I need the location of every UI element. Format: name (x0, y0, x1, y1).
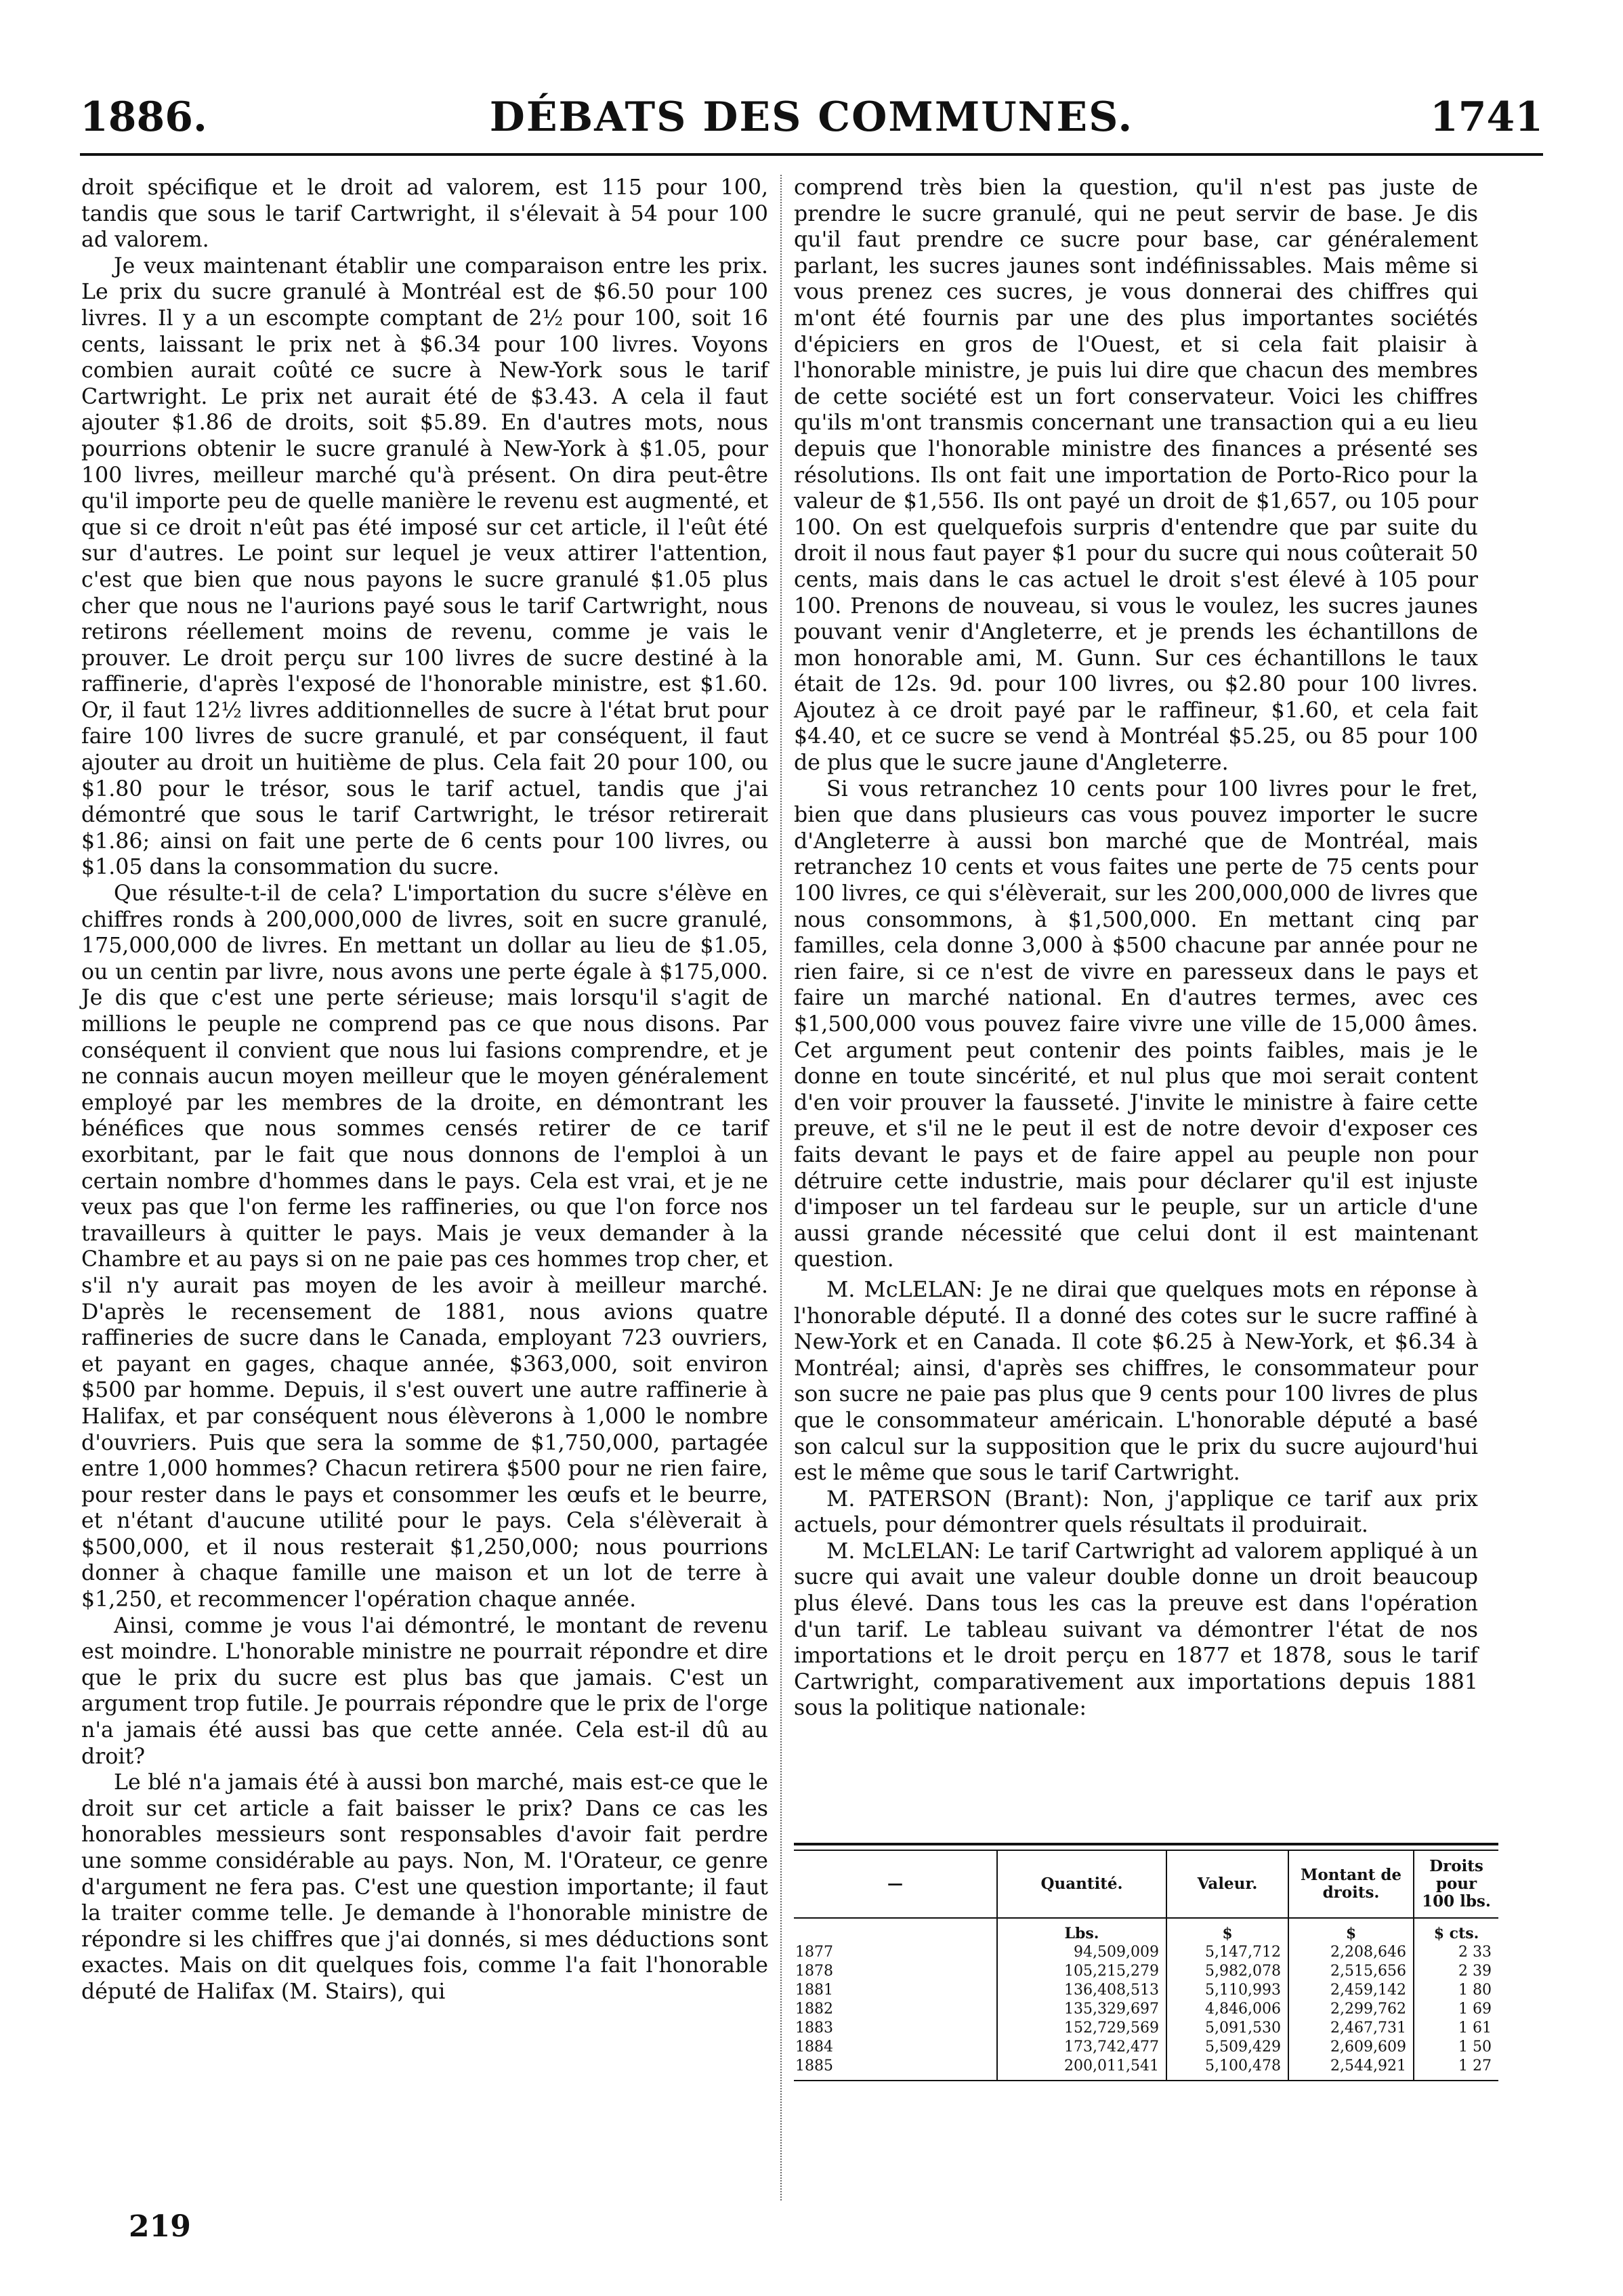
table-cell: 2 33 (1458, 1944, 1492, 1961)
table-cell-year: 1881 (794, 1981, 997, 2000)
paragraph: Que résulte-t-il de cela? L'importation du sucre s'élève en chiffres ronds à 200,000,000 de livres, soit en sucre granulé, 175,000,000 de livres. En mettant un dollar au lieu de $1.05, ou un centin par livre, nous avons une perte égale à $175,000. Je dis que c'est une perte sérieuse; mais lorsqu'il s'agit de millions le peuple ne comprend pas ce que nous disons. Par conséquent il convient que nous lui fasions comprendre, et je ne connais aucun moyen meilleur que le moyen généralement employé par les membres de la droite, en démontrant les bénéfices que nous sommes censés retirer de ce tarif exorbitant, par le fait que nous donnons de l'emploi à un certain nombre d'hommes dans le pays. Cela est vrai, et je ne veux pas que l'on ferme les raffineries, ou que l'on force nos travailleurs à quitter le pays. Mais je veux demander à la Chambre et au pays si on ne paie pas ces hommes trop cher, et s'il n'y aurait pas moyen de les avoir à meilleur marché. D'après le recensement de 1881, nous avions quatre raffineries de sucre dans le Canada, employant 723 ouvriers, et payant en gages, chaque année, $363,000, soit environ $500 par homme. Depuis, il s'est ouvert une autre raffinerie à Halifax, et par conséquent nous élèverons à 1,000 le nombre d'ouvriers. Puis que sera la somme de $1,750,000, partagée entre 1,000 hommes? Chacun retirera $500 pour ne rien faire, pour rester dans le pays et consommer les œufs et le beurre, et n'étant d'aucune utilité pour le pays. Cela s'élèverait à $500,000, et il nous resterait $1,250,000; nous pourrions donner à chaque famille une maison et un lot de terre à $1,250, et recommencer l'opération chaque année. (81, 881, 768, 1612)
table-row (794, 2057, 1498, 2080)
import-table (794, 1843, 1498, 2081)
table-cell: 2,459,142 (1288, 1981, 1414, 2000)
table-header-cell: Valeur. (1166, 1851, 1288, 1918)
table-cell: 135,329,697 (997, 2000, 1166, 2019)
table-row (794, 1981, 1498, 2000)
table-bottom-rule (794, 2080, 1498, 2081)
table-cell: 200,011,541 (997, 2057, 1166, 2080)
table-cell: 2,609,609 (1288, 2038, 1414, 2057)
paragraph: Si vous retranchez 10 cents pour 100 livres pour le fret, bien que dans plusieurs cas vous pouvez importer le sucre d'Angleterre à aussi bon marché que de Montréal, mais retranchez 10 cents et vous faites une perte de 75 cents pour 100 livres, ce qui s'élèverait, sur les 200,000,000 de livres que nous consommons, à $1,500,000. En mettant cinq par familles, cela donne 3,000 à $500 chacune par année pour ne rien faire, si ce n'est de vivre en paresseux dans le pays et faire un marché national. En d'autres termes, avec ces $1,500,000 vous pouvez faire vivre une ville de 15,000 âmes. Cet argument peut contenir des points faibles, mais je le donne en toute sincérité, et nul plus que moi serait content d'en voir prouver la fausseté. J'invite le ministre à faire cette preuve, et s'il ne le peut il est de notre devoir d'exposer ces faits devant le pays et de faire appel au peuple non pour détruire cette industrie, mais pour déclarer qu'il est injuste d'imposer un tel fardeau sur le peuple, sur un article d'une aussi grande nécessité que celui dont il est maintenant question. (794, 776, 1478, 1272)
table-header-cell: — (794, 1851, 997, 1918)
column-separator (780, 175, 782, 2200)
table-cell: 5,147,712 (1166, 1943, 1288, 1962)
table-cell: 136,408,513 (997, 1981, 1166, 2000)
paragraph: M. McLELAN: Le tarif Cartwright ad valorem appliqué à un sucre qui avait une valeur double donne un droit beaucoup plus élevé. Dans tous les cas la preuve est dans l'opération d'un tarif. Le tableau suivant va démontrer l'état de nos importations et le droit perçu en 1877 et 1878, sous le tarif Cartwright, comparativement aux importations depuis 1881 sous la politique nationale: (794, 1539, 1478, 1721)
table-units-row (794, 1918, 1498, 1943)
right-column (794, 175, 1478, 1721)
table-top-rule (794, 1843, 1498, 1851)
header-title: DÉBATS DES COMMUNES. (489, 93, 1134, 141)
table-row (794, 1962, 1498, 1981)
table-cell: 5,091,530 (1166, 2019, 1288, 2038)
table-cell: 2,515,656 (1288, 1962, 1414, 1981)
table-cell-year: 1878 (794, 1962, 997, 1981)
table-cell: 5,509,429 (1166, 2038, 1288, 2057)
header-page-number: 1741 (1430, 93, 1543, 141)
table-cell-year: 1883 (794, 2019, 997, 2038)
table-cell: 152,729,569 (997, 2019, 1166, 2038)
table-cell: 5,100,478 (1166, 2057, 1288, 2080)
table-cell: 2,299,762 (1288, 2000, 1414, 2019)
table-header-cell: Quantité. (997, 1851, 1166, 1918)
table-cell: 5,982,078 (1166, 1962, 1288, 1981)
table-cell-year: 1884 (794, 2038, 997, 2057)
table-cell: 5,110,993 (1166, 1981, 1288, 2000)
table-cell: 2 39 (1458, 1963, 1492, 1980)
table-unit (794, 1918, 997, 1943)
table-cell: 173,742,477 (997, 2038, 1166, 2057)
table-cell: 94,509,009 (997, 1943, 1166, 1962)
table-cell: 2,208,646 (1288, 1943, 1414, 1962)
paragraph: M. PATERSON (Brant): Non, j'applique ce tarif aux prix actuels, pour démontrer quels résultats il produirait. (794, 1486, 1478, 1538)
table-header-row (794, 1851, 1498, 1918)
table-cell: 1 50 (1458, 2039, 1492, 2055)
table-cell: 1 80 (1458, 1982, 1492, 1999)
paragraph: Ainsi, comme je vous l'ai démontré, le montant de revenu est moindre. L'honorable ministre ne pourrait répondre et dire que le prix du sucre est plus bas que jamais. C'est un argument trop futile. Je pourrais répondre que le prix de l'orge n'a jamais été aussi bas que cette année. Cela est-il dû au droit? (81, 1613, 768, 1769)
paragraph: comprend très bien la question, qu'il n'est pas juste de prendre le sucre granulé, qui ne peut servir de base. Je dis qu'il faut prendre ce sucre pour base, car généralement parlant, les sucres jaunes sont indéfinissables. Mais même si vous prenez ces sucres, je vous donnerai des chiffres qui m'ont été fournis par une des plus importantes sociétés d'épiciers en gros de l'Ouest, et si cela fait plaisir à l'honorable ministre, je puis lui dire que chacun des membres de cette société est un fort conservateur. Voici les chiffres qu'ils m'ont transmis concernant une transaction qui a eu lieu depuis que l'honorable ministre des finances a présenté ses résolutions. Ils ont fait une importation de Porto-Rico pour la valeur de $1,556. Ils ont payé un droit de $1,657, ou 105 pour 100. On est quelquefois surpris d'entendre que par suite du droit il nous faut payer $1 pour du sucre qui nous coûterait 50 cents, mais dans le cas actuel le droit s'est élevé à 105 pour 100. Prenons de nouveau, si vous le voulez, les sucres jaunes pouvant venir d'Angleterre, et je prends les échantillons de mon honorable ami, M. Gunn. Sur ces échantillons le taux était de 12s. 9d. pour 100 livres, ou $2.80 pour 100 livres. Ajoutez à ce droit payé par le raffineur, $1.60, et cela fait $4.40, et ce sucre se vend à Montréal $5.25, ou 85 pour 100 de plus que le sucre jaune d'Angleterre. (794, 175, 1478, 776)
table-unit: Lbs. (997, 1918, 1166, 1943)
table-row (794, 2038, 1498, 2057)
table-cell: 2,467,731 (1288, 2019, 1414, 2038)
table-cell-year: 1882 (794, 2000, 997, 2019)
table-cell-year: 1885 (794, 2057, 997, 2080)
data-table (794, 1851, 1498, 2080)
signature-folio: 219 (129, 2209, 191, 2244)
table-row (794, 1943, 1498, 1962)
table-unit: $ (1166, 1918, 1288, 1943)
table-cell: 1 27 (1458, 2058, 1492, 2074)
running-header (80, 87, 1543, 148)
table-unit: $ cts. (1433, 1925, 1479, 1942)
table-header-cell: Montant de droits. (1288, 1851, 1414, 1918)
left-column (81, 175, 768, 2005)
header-rule (80, 153, 1543, 156)
table-row (794, 2019, 1498, 2038)
paragraph: M. McLELAN: Je ne dirai que quelques mots en réponse à l'honorable député. Il a donné des cotes sur le sucre raffiné à New-York et en Canada. Il cote $6.25 à New-York, et $6.34 à Montréal; ainsi, d'après ses chiffres, le consommateur pour son sucre ne paie pas plus que 9 cents pour 100 livres de plus que le consommateur américain. L'honorable député a basé son calcul sur la supposition que le prix du sucre aujourd'hui est le même que sous le tarif Cartwright. (794, 1277, 1478, 1486)
paragraph: droit spécifique et le droit ad valorem, est 115 pour 100, tandis que sous le tarif Cartwright, il s'élevait à 54 pour 100 ad valorem. (81, 175, 768, 253)
table-cell: 2,544,921 (1288, 2057, 1414, 2080)
paragraph: Je veux maintenant établir une comparaison entre les prix. Le prix du sucre granulé à Montréal est de $6.50 pour 100 livres. Il y a un escompte comptant de 2½ pour 100, soit 16 cents, laissant le prix net à $6.34 pour 100 livres. Voyons combien aurait coûté ce sucre à New-York sous le tarif Cartwright. Le prix net aurait été de $3.43. A cela il faut ajouter $1.86 de droits, soit $5.89. En d'autres mots, nous pourrions obtenir le sucre granulé à New-York à $1.05, pour 100 livres, meilleur marché qu'à présent. On dira peut-être qu'il importe peu de quelle manière le revenu est augmenté, et que si ce droit n'eût pas été imposé sur cet article, il l'eût été sur d'autres. Le point sur lequel je veux attirer l'attention, c'est que bien que nous payons le sucre granulé $1.05 plus cher que nous ne l'aurions payé sous le tarif Cartwright, nous retirons réellement moins de revenu, comme je vais le prouver. Le droit perçu sur 100 livres de sucre destiné à la raffinerie, d'après l'exposé de l'honorable ministre, est $1.60. Or, il faut 12½ livres additionnelles de sucre à l'état brut pour faire 100 livres de sucre granulé, et par conséquent, il faut ajouter au droit un huitième de plus. Cela fait 20 pour 100, ou $1.80 pour le trésor, sous le tarif actuel, tandis que j'ai démontré que sous le tarif Cartwright, le trésor retirerait $1.86; ainsi on fait une perte de 6 cents pour 100 livres, ou $1.05 dans la consommation du sucre. (81, 253, 768, 880)
table-cell: 1 69 (1458, 2001, 1492, 2018)
table-cell: 4,846,006 (1166, 2000, 1288, 2019)
table-row (794, 2000, 1498, 2019)
table-cell: 1 61 (1458, 2020, 1492, 2037)
table-header-cell: Droits pour 100 lbs. (1414, 1851, 1498, 1918)
table-cell-year: 1877 (794, 1943, 997, 1962)
header-year: 1886. (80, 93, 207, 141)
table-unit: $ (1288, 1918, 1414, 1943)
paragraph: Le blé n'a jamais été à aussi bon marché, mais est-ce que le droit sur cet article a fait baisser le prix? Dans ce cas les honorables messieurs sont responsables d'avoir fait perdre une somme considérable au pays. Non, M. l'Orateur, ce genre d'argument ne fera pas. C'est une question importante; il faut la traiter comme telle. Je demande à l'honorable ministre de répondre si les chiffres que j'ai donnés, si mes déductions sont exactes. Mais on dit quelques fois, comme l'a fait l'honorable député de Halifax (M. Stairs), qui (81, 1770, 768, 2004)
table-cell: 105,215,279 (997, 1962, 1166, 1981)
